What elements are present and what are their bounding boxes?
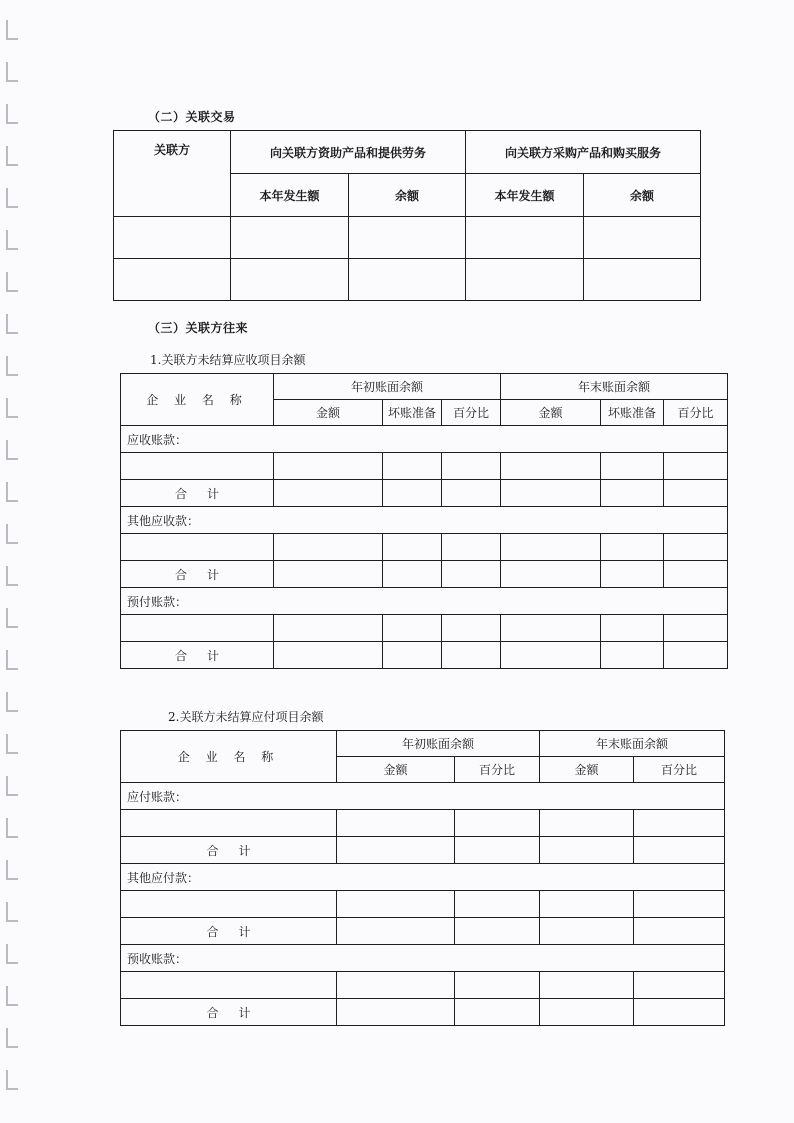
table-cell[interactable]: [337, 999, 455, 1026]
total-row: [121, 999, 725, 1026]
table-cell[interactable]: [114, 259, 231, 301]
table-cell[interactable]: [274, 561, 383, 588]
table-cell[interactable]: [455, 837, 540, 864]
binding-mark: [6, 62, 18, 82]
table-cell[interactable]: [584, 259, 701, 301]
table-cell[interactable]: [501, 534, 601, 561]
binding-mark: [6, 356, 18, 376]
total-label: 合计: [121, 999, 337, 1026]
table-cell[interactable]: [634, 810, 725, 837]
table-cell[interactable]: [501, 642, 601, 669]
table-cell[interactable]: [383, 534, 442, 561]
table-cell[interactable]: [231, 217, 349, 259]
binding-mark: [6, 188, 18, 208]
binding-mark: [6, 398, 18, 418]
table-cell[interactable]: [274, 480, 383, 507]
table-cell[interactable]: [442, 453, 501, 480]
table-cell[interactable]: [274, 453, 383, 480]
table-row: [114, 217, 701, 259]
table-row: [121, 453, 728, 480]
table-cell[interactable]: [501, 453, 601, 480]
total-row: [121, 642, 728, 669]
group-label-advance-receipts: 预收账款：: [121, 945, 725, 972]
table-cell[interactable]: [601, 453, 664, 480]
table-cell[interactable]: [274, 534, 383, 561]
binding-mark: [6, 650, 18, 670]
binding-mark: [6, 482, 18, 502]
end-amount-header: 金额: [540, 757, 634, 783]
total-row: [121, 918, 725, 945]
table-cell[interactable]: [231, 259, 349, 301]
table-cell[interactable]: [383, 453, 442, 480]
group-label-accounts-receivable: 应收账款：: [121, 426, 728, 453]
table-cell[interactable]: [121, 453, 274, 480]
table-cell[interactable]: [634, 972, 725, 999]
table-row: [121, 972, 725, 999]
binding-mark: [6, 1070, 18, 1090]
total-row: [121, 837, 725, 864]
table-cell[interactable]: [337, 837, 455, 864]
purchase-balance-header: 余额: [584, 174, 701, 217]
company-name-header: 企 业 名 称: [121, 731, 337, 783]
table-cell[interactable]: [540, 837, 634, 864]
table-cell[interactable]: [664, 615, 728, 642]
total-label: 合计: [121, 561, 274, 588]
table-cell[interactable]: [337, 972, 455, 999]
table-cell[interactable]: [466, 217, 584, 259]
table-cell[interactable]: [664, 480, 728, 507]
table-cell[interactable]: [455, 999, 540, 1026]
binding-mark: [6, 734, 18, 754]
table-cell[interactable]: [442, 561, 501, 588]
related-transactions-table: [113, 130, 701, 301]
payable-subtitle: 2.关联方未结算应付项目余额: [168, 710, 324, 724]
table-cell[interactable]: [121, 972, 337, 999]
table-cell[interactable]: [337, 918, 455, 945]
begin-percent-header: 百分比: [442, 400, 501, 426]
table-cell[interactable]: [383, 480, 442, 507]
table-cell[interactable]: [634, 891, 725, 918]
table-cell[interactable]: [584, 217, 701, 259]
table-cell[interactable]: [455, 810, 540, 837]
end-percent-header: 百分比: [634, 757, 725, 783]
end-bad-debt-header: 坏账准备: [601, 400, 664, 426]
table-cell[interactable]: [540, 891, 634, 918]
table-cell[interactable]: [501, 615, 601, 642]
purchase-amount-header: 本年发生额: [466, 174, 584, 217]
begin-balance-header: 年初账面余额: [274, 374, 501, 400]
total-label: 合计: [121, 837, 337, 864]
end-balance-header: 年末账面余额: [540, 731, 725, 757]
table-cell[interactable]: [121, 534, 274, 561]
company-name-header: 企 业 名 称: [121, 374, 274, 426]
binding-mark: [6, 692, 18, 712]
table-cell[interactable]: [455, 918, 540, 945]
table-cell[interactable]: [601, 615, 664, 642]
table-cell[interactable]: [501, 480, 601, 507]
binding-mark: [6, 944, 18, 964]
table-cell[interactable]: [664, 453, 728, 480]
table-cell[interactable]: [601, 642, 664, 669]
binding-mark: [6, 104, 18, 124]
table-cell[interactable]: [664, 534, 728, 561]
group-label-accounts-payable: 应付账款：: [121, 783, 725, 810]
table-cell[interactable]: [337, 891, 455, 918]
table-cell[interactable]: [121, 891, 337, 918]
table-cell[interactable]: [114, 217, 231, 259]
begin-amount-header: 金额: [274, 400, 383, 426]
table-cell[interactable]: [274, 642, 383, 669]
table-cell[interactable]: [540, 918, 634, 945]
receivable-table: [120, 373, 728, 669]
total-row: [121, 480, 728, 507]
total-label: 合计: [121, 918, 337, 945]
table-cell[interactable]: [466, 259, 584, 301]
binding-mark: [6, 440, 18, 460]
payable-table: [120, 730, 725, 1026]
binding-margin: [0, 0, 26, 1123]
table-row: [121, 810, 725, 837]
table-row: [121, 615, 728, 642]
binding-mark: [6, 986, 18, 1006]
group-label-prepayments: 预付账款：: [121, 588, 728, 615]
table-cell[interactable]: [349, 217, 466, 259]
table-cell[interactable]: [664, 561, 728, 588]
related-party-header: 关联方: [114, 131, 231, 217]
group-label-other-receivables: 其他应收款：: [121, 507, 728, 534]
table-cell[interactable]: [442, 480, 501, 507]
table-cell[interactable]: [540, 810, 634, 837]
table-cell[interactable]: [664, 642, 728, 669]
binding-mark: [6, 314, 18, 334]
table-cell[interactable]: [540, 999, 634, 1026]
binding-mark: [6, 272, 18, 292]
binding-mark: [6, 860, 18, 880]
table-cell[interactable]: [442, 642, 501, 669]
table-cell[interactable]: [383, 642, 442, 669]
table-cell[interactable]: [442, 534, 501, 561]
table-cell[interactable]: [501, 561, 601, 588]
binding-mark: [6, 1028, 18, 1048]
table-cell[interactable]: [121, 810, 337, 837]
receivable-subtitle: 1.关联方未结算应收项目余额: [150, 353, 306, 367]
table-cell[interactable]: [442, 615, 501, 642]
total-label: 合计: [121, 642, 274, 669]
end-balance-header: 年末账面余额: [501, 374, 728, 400]
purchase-group-header: 向关联方采购产品和购买服务: [466, 131, 701, 174]
begin-balance-header: 年初账面余额: [337, 731, 540, 757]
end-percent-header: 百分比: [664, 400, 728, 426]
table-cell[interactable]: [337, 810, 455, 837]
binding-mark: [6, 566, 18, 586]
table-cell[interactable]: [601, 561, 664, 588]
section-related-transactions-title: （二）关联交易: [148, 110, 236, 124]
table-cell[interactable]: [383, 615, 442, 642]
total-label: 合计: [121, 480, 274, 507]
binding-mark: [6, 608, 18, 628]
table-cell[interactable]: [121, 615, 274, 642]
binding-mark: [6, 524, 18, 544]
table-cell[interactable]: [349, 259, 466, 301]
table-cell[interactable]: [540, 972, 634, 999]
table-row: [114, 259, 701, 301]
begin-bad-debt-header: 坏账准备: [383, 400, 442, 426]
binding-mark: [6, 902, 18, 922]
provide-group-header: 向关联方资助产品和提供劳务: [231, 131, 466, 174]
begin-percent-header: 百分比: [455, 757, 540, 783]
binding-mark: [6, 776, 18, 796]
begin-amount-header: 金额: [337, 757, 455, 783]
table-cell[interactable]: [634, 999, 725, 1026]
table-row: [121, 891, 725, 918]
table-cell[interactable]: [455, 972, 540, 999]
table-cell[interactable]: [274, 615, 383, 642]
total-row: [121, 561, 728, 588]
binding-mark: [6, 20, 18, 40]
table-cell[interactable]: [634, 918, 725, 945]
binding-mark: [6, 146, 18, 166]
binding-mark: [6, 818, 18, 838]
table-cell[interactable]: [601, 480, 664, 507]
end-amount-header: 金额: [501, 400, 601, 426]
table-cell[interactable]: [455, 891, 540, 918]
table-cell[interactable]: [634, 837, 725, 864]
group-label-other-payables: 其他应付款：: [121, 864, 725, 891]
table-cell[interactable]: [601, 534, 664, 561]
provide-balance-header: 余额: [349, 174, 466, 217]
binding-mark: [6, 230, 18, 250]
provide-amount-header: 本年发生额: [231, 174, 349, 217]
section-related-balances-title: （三）关联方往来: [148, 321, 249, 335]
table-cell[interactable]: [383, 561, 442, 588]
table-row: [121, 534, 728, 561]
